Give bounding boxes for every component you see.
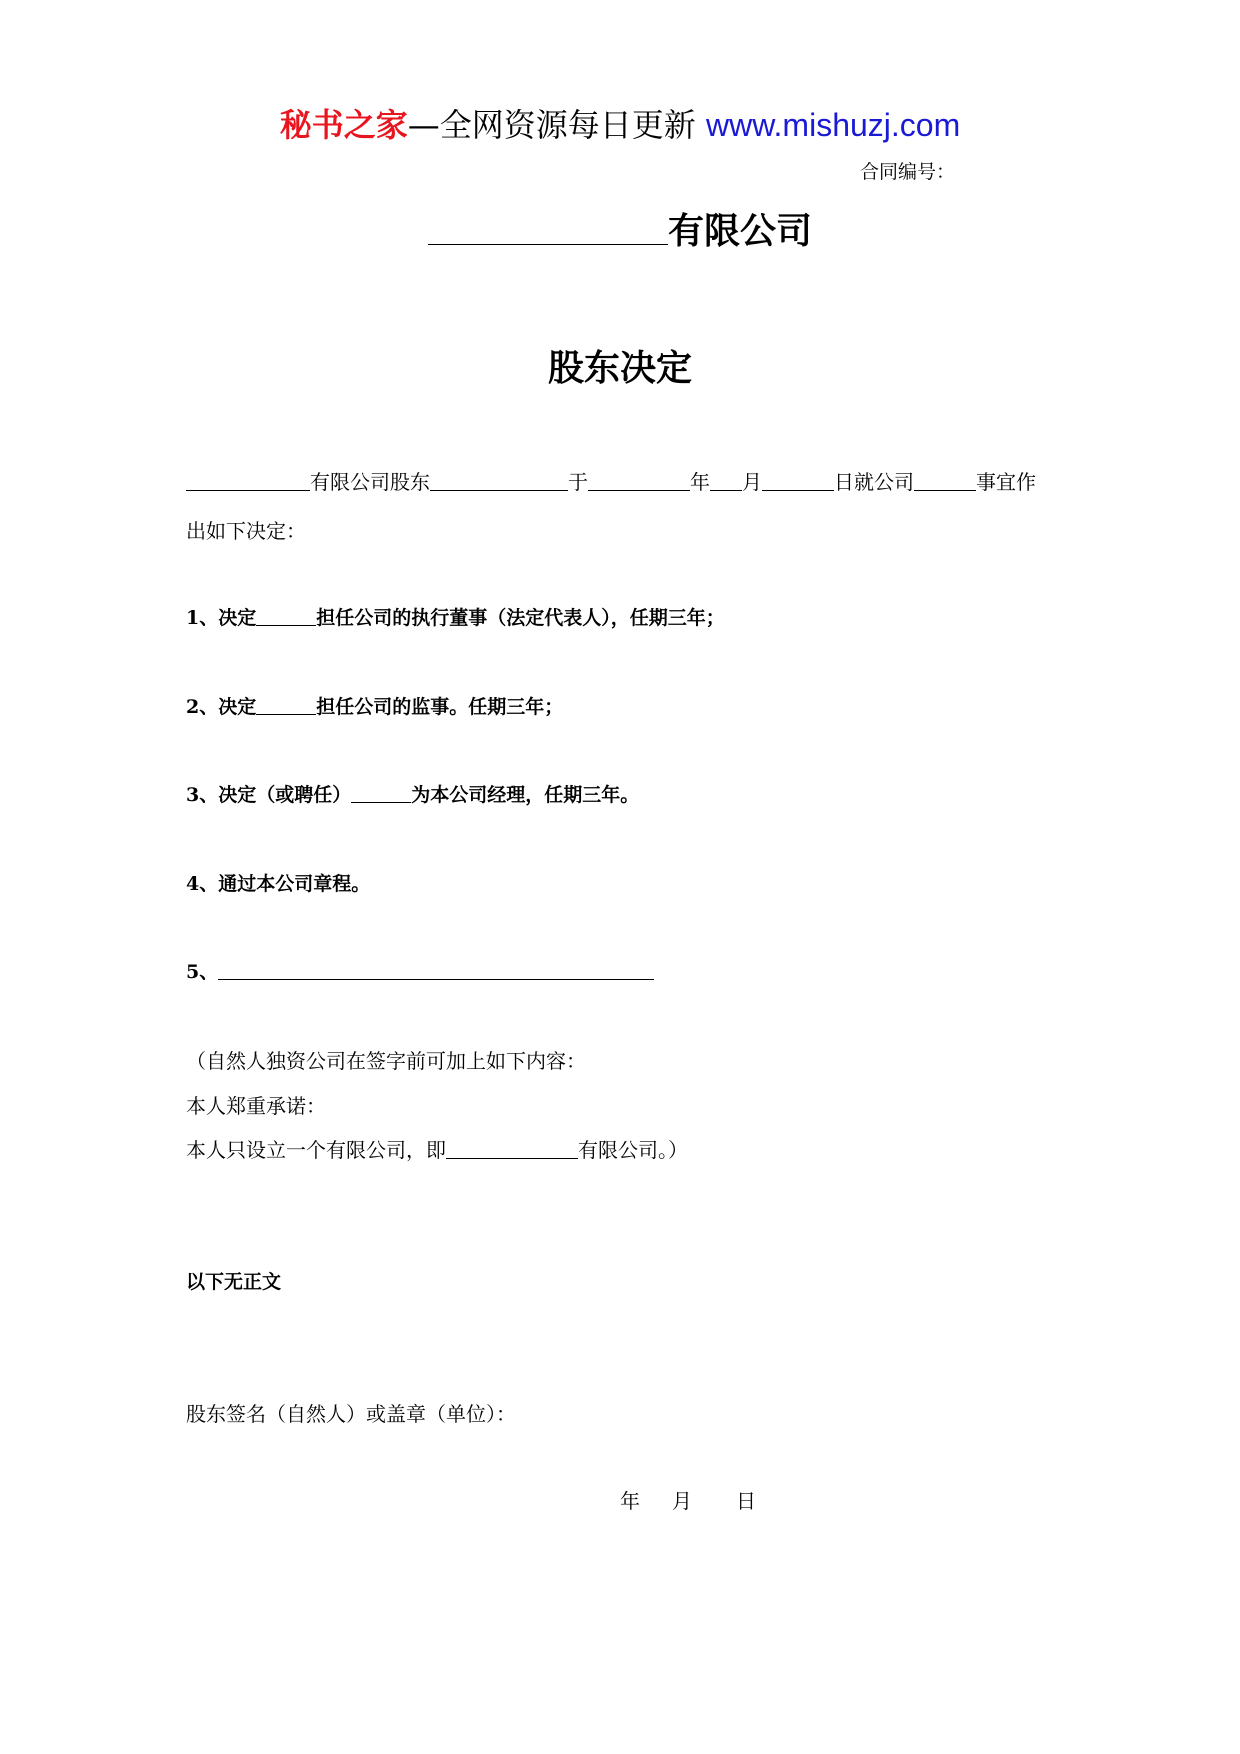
decision-item-4: 4、通过本公司章程。 bbox=[186, 873, 371, 895]
intro-company-shareholder: 有限公司股东 bbox=[310, 470, 430, 494]
company-name-blank[interactable] bbox=[428, 208, 668, 245]
document-title: 股东决定 bbox=[547, 347, 692, 389]
note-line-1: （自然人独资公司在签字前可加上如下内容： bbox=[186, 1049, 586, 1073]
intro-yu: 于 bbox=[568, 470, 588, 494]
item-3-prefix: 3、决定（或聘任） bbox=[186, 784, 352, 806]
day-blank[interactable] bbox=[762, 470, 834, 491]
company-suffix: 有限公司 bbox=[667, 210, 812, 252]
year-blank[interactable] bbox=[588, 470, 690, 491]
supervisor-blank[interactable] bbox=[256, 695, 316, 715]
note-line-3-prefix: 本人只设立一个有限公司，即 bbox=[186, 1138, 446, 1162]
note-line-3-suffix: 有限公司。） bbox=[578, 1138, 688, 1162]
intro-year: 年 bbox=[690, 470, 710, 494]
site-url-link[interactable]: www.mishuzj.com bbox=[705, 107, 961, 143]
director-blank[interactable] bbox=[256, 606, 316, 626]
date-line bbox=[620, 1485, 756, 1514]
decision-item-5 bbox=[186, 957, 654, 984]
decision-item-2 bbox=[186, 692, 563, 719]
contract-number-label: 合同编号： bbox=[860, 161, 956, 183]
note-line-3 bbox=[186, 1134, 688, 1163]
slogan: —全网资源每日更新 bbox=[407, 106, 696, 144]
month-blank[interactable] bbox=[710, 470, 742, 491]
date-year: 年 bbox=[620, 1489, 640, 1513]
signature-label: 股东签名（自然人）或盖章（单位）： bbox=[186, 1402, 516, 1426]
item-5-prefix: 5、 bbox=[186, 961, 219, 983]
matter-blank[interactable] bbox=[914, 470, 976, 491]
brand-name: 秘书之家 bbox=[279, 106, 408, 144]
sole-company-blank[interactable] bbox=[446, 1138, 578, 1159]
item-2-suffix: 担任公司的监事。任期三年； bbox=[316, 696, 564, 718]
item-3-suffix: 为本公司经理，任期三年。 bbox=[411, 784, 640, 806]
manager-blank[interactable] bbox=[351, 783, 411, 803]
decision-item-3 bbox=[186, 780, 639, 807]
site-header bbox=[0, 100, 1240, 146]
item-2-prefix: 2、决定 bbox=[186, 696, 257, 718]
intro-month: 月 bbox=[742, 470, 762, 494]
company-name-line bbox=[0, 203, 1240, 254]
date-day: 日 bbox=[736, 1489, 756, 1513]
note-line-2: 本人郑重承诺： bbox=[186, 1094, 326, 1118]
item-1-prefix: 1、决定 bbox=[186, 607, 257, 629]
intro-day-topic: 日就公司 bbox=[834, 470, 914, 494]
intro-matter: 事宜作 bbox=[976, 470, 1036, 494]
end-of-text-marker: 以下无正文 bbox=[186, 1271, 282, 1293]
other-decision-blank[interactable] bbox=[218, 960, 654, 980]
shareholder-blank[interactable] bbox=[430, 470, 568, 491]
decision-item-1 bbox=[186, 603, 725, 630]
company-blank[interactable] bbox=[186, 470, 310, 491]
intro-line-1 bbox=[186, 466, 1036, 495]
item-1-suffix: 担任公司的执行董事（法定代表人），任期三年； bbox=[316, 607, 725, 629]
intro-line-2: 出如下决定： bbox=[186, 519, 306, 543]
date-month: 月 bbox=[672, 1489, 692, 1513]
